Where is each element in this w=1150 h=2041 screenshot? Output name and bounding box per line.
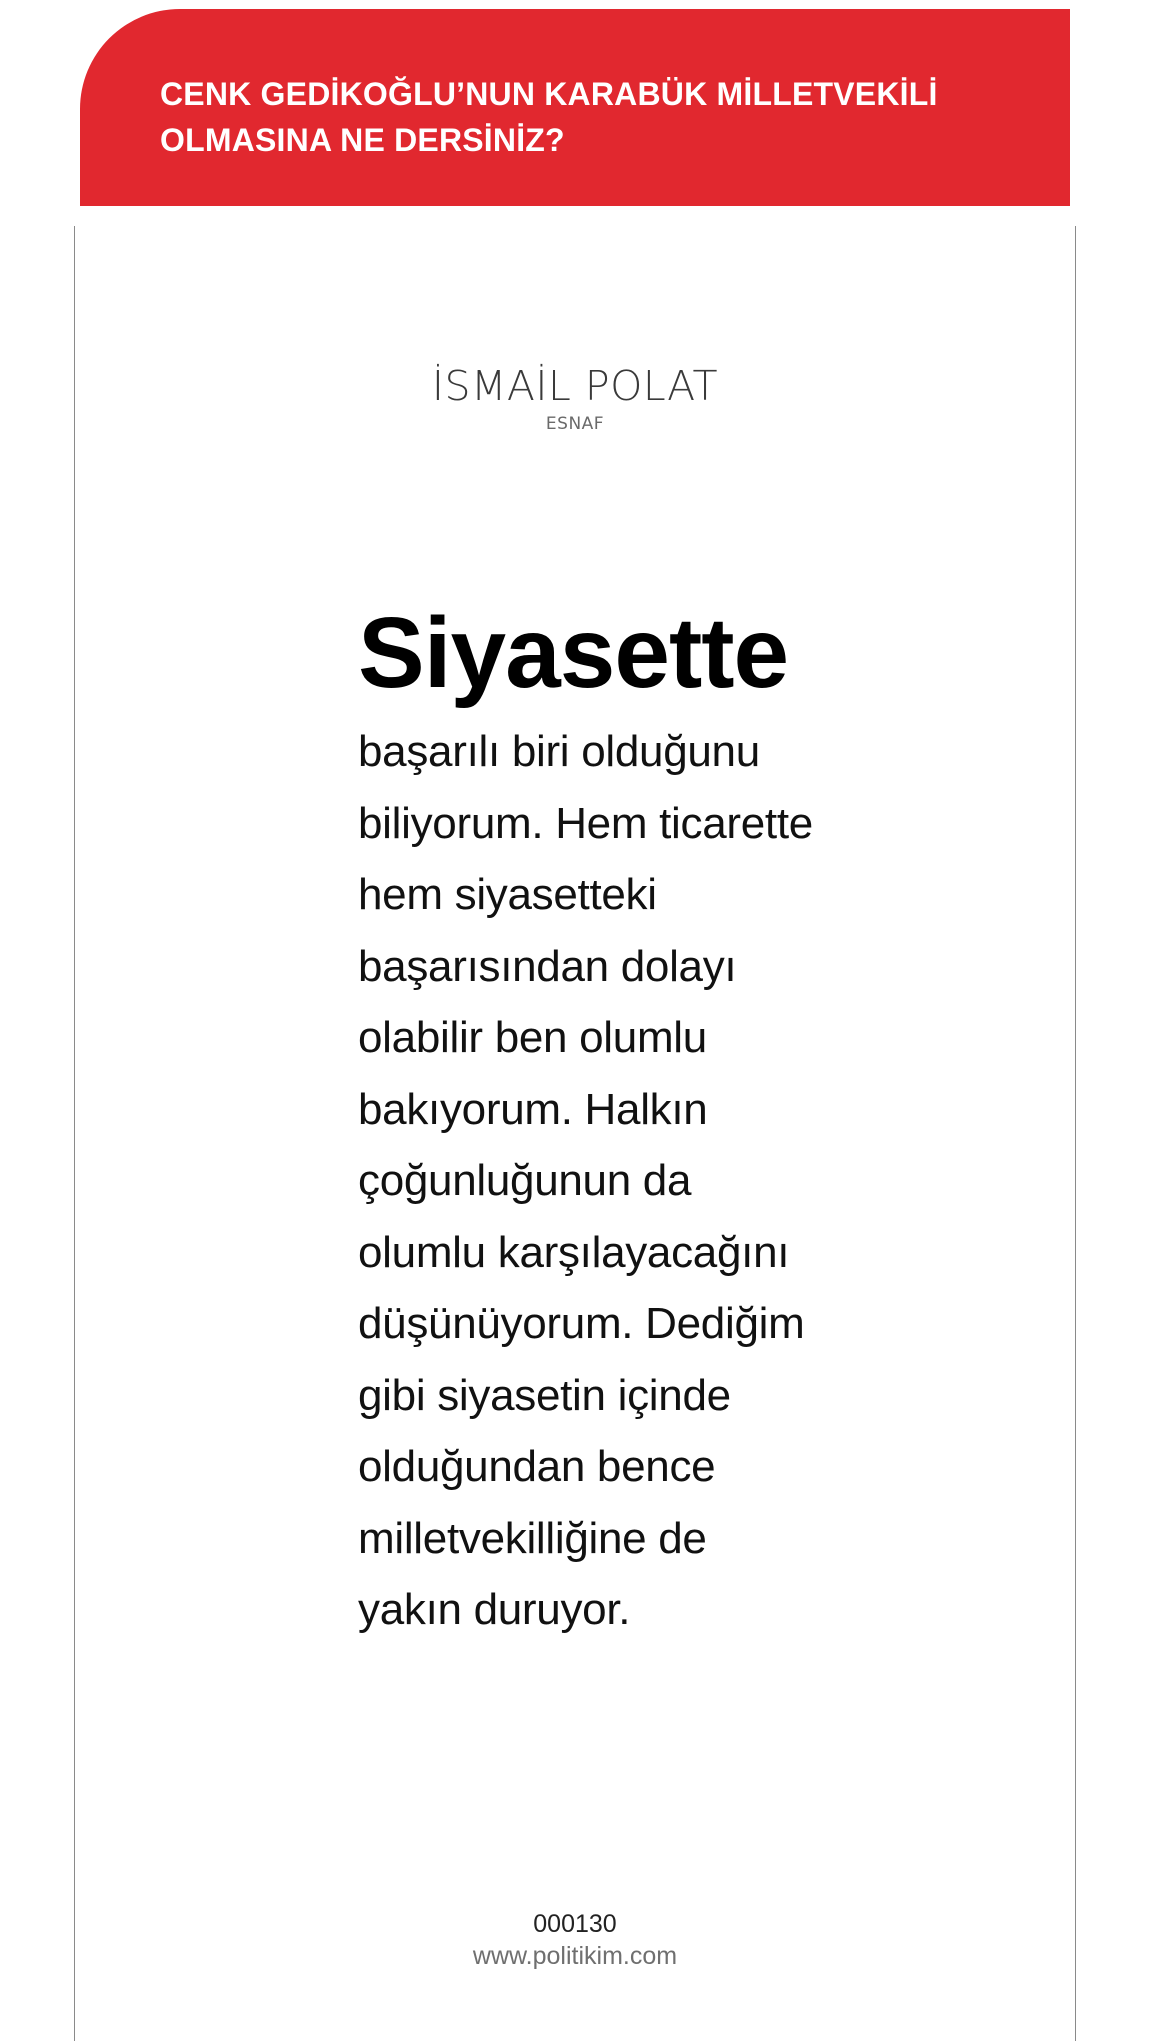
footer-url-link[interactable]: www.politikim.com — [472, 1942, 678, 1970]
header-banner — [80, 9, 1070, 206]
frame-right-border — [1075, 226, 1076, 2041]
quote-line: düşünüyorum. Dediğim — [358, 1299, 805, 1348]
quote-line: çoğunluğunun da — [358, 1156, 692, 1205]
header-title-line-2: OLMASINA NE DERSİNİZ? — [160, 122, 565, 158]
quote-line: milletvekilliğine de — [358, 1513, 707, 1563]
quote-line: başarılı biri olduğunu — [358, 727, 760, 776]
header-title-line-1: CENK GEDİKOĞLU’NUN KARABÜK MİLLETVEKİLİ — [160, 76, 938, 112]
quote-line: hem siyasetteki — [358, 870, 657, 919]
author-role: ESNAF — [545, 414, 605, 434]
quote-line: gibi siyasetin içinde — [358, 1370, 731, 1420]
quote-block — [358, 590, 978, 1646]
quote-line: başarısından dolayı — [358, 941, 737, 991]
quote-line: biliyorum. Hem ticarette — [358, 798, 813, 848]
quote-line: olabilir ben olumlu — [358, 1013, 707, 1062]
quote-line: olumlu karşılayacağını — [358, 1227, 790, 1277]
author-name: İSMAİL POLAT — [431, 362, 719, 410]
quote-line: yakın duruyor. — [358, 1585, 631, 1634]
frame-left-border — [74, 226, 75, 2041]
footer — [0, 1908, 1150, 1972]
quote-line: bakıyorum. Halkın — [358, 1084, 708, 1134]
quote-line: olduğundan bence — [358, 1442, 716, 1491]
footer-code: 000130 — [533, 1910, 617, 1938]
quote-lead-word: Siyasette — [358, 597, 789, 709]
author-block — [0, 360, 1150, 434]
